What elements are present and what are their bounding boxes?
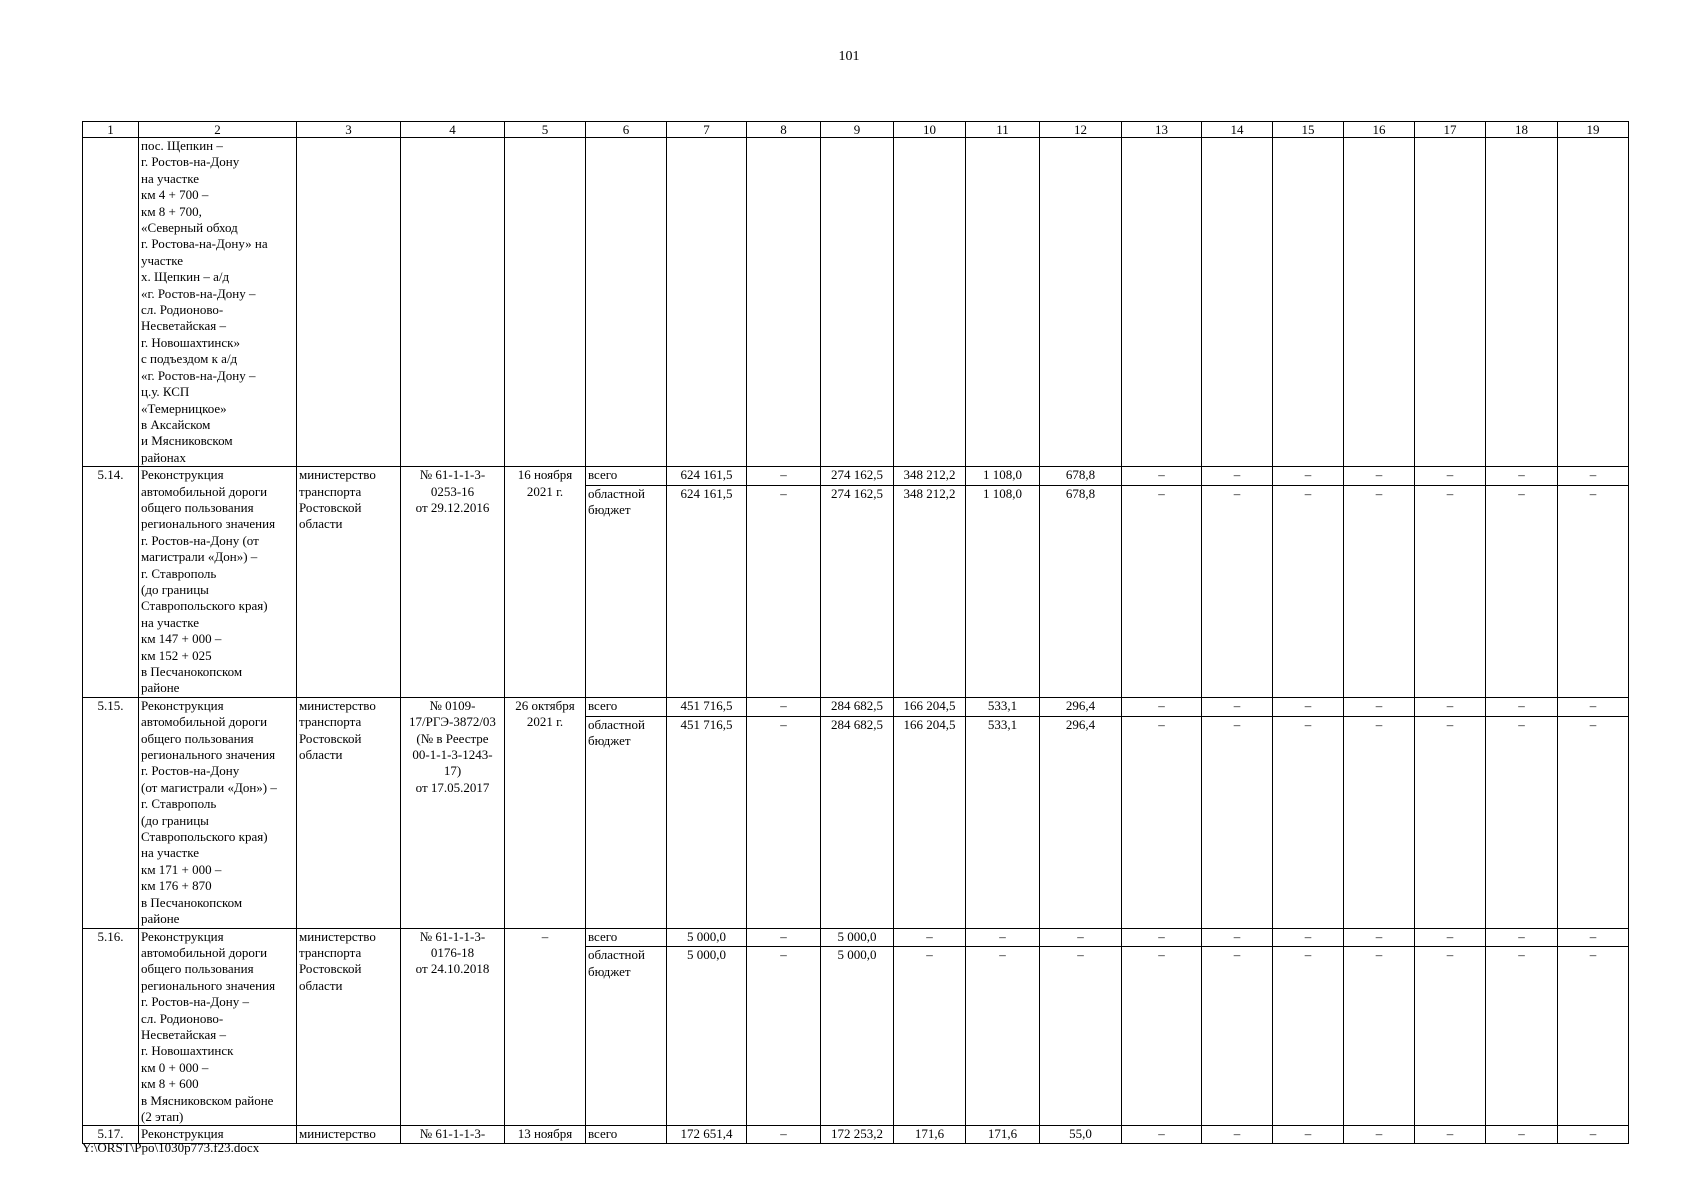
value-cell: – [1202,716,1273,928]
value-cell: – [966,947,1040,1126]
value-cell: 1 108,0 [966,485,1040,697]
responsible-org: министерство транспорта Ростовской области [297,697,401,928]
value-cell: – [1415,485,1486,697]
empty-cell [1273,138,1344,467]
value-cell: – [1486,928,1558,947]
value-cell: 5 000,0 [667,947,747,1126]
value-cell: – [1344,467,1415,486]
responsible-org: министерство транспорта Ростовской области [297,467,401,698]
empty-cell [297,138,401,467]
value-cell: – [747,1126,821,1143]
value-cell: 624 161,5 [667,485,747,697]
empty-cell [586,138,667,467]
empty-cell [1122,138,1202,467]
empty-cell [1486,138,1558,467]
value-cell: 678,8 [1040,485,1122,697]
value-cell: – [1122,485,1202,697]
value-cell: – [1344,1126,1415,1143]
column-header-cell: 7 [667,122,747,138]
responsible-org: министерство транспорта Ростовской области [297,928,401,1126]
value-cell: 171,6 [966,1126,1040,1143]
value-cell: – [1202,485,1273,697]
value-cell: – [1273,716,1344,928]
empty-cell [401,138,505,467]
value-cell: 5 000,0 [667,928,747,947]
value-cell: – [894,947,966,1126]
column-header-cell: 4 [401,122,505,138]
table-row [83,1126,1629,1143]
value-cell: – [894,928,966,947]
responsible-org: министерство [297,1126,401,1143]
value-cell: 284 682,5 [821,716,894,928]
value-cell: – [1273,485,1344,697]
value-cell: 172 651,4 [667,1126,747,1143]
column-header-cell: 6 [586,122,667,138]
value-cell: – [1486,697,1558,716]
column-header-cell: 1 [83,122,139,138]
funding-source-budget: областной бюджет [586,485,667,697]
value-cell: – [1486,485,1558,697]
value-cell: 274 162,5 [821,485,894,697]
empty-cell [966,138,1040,467]
value-cell: – [1558,1126,1629,1143]
value-cell: 348 212,2 [894,467,966,486]
column-number-header [83,122,1629,138]
value-cell: – [1040,928,1122,947]
column-header-cell: 2 [139,122,297,138]
value-cell: – [1558,697,1629,716]
value-cell: – [1122,697,1202,716]
empty-cell [667,138,747,467]
column-header-cell: 8 [747,122,821,138]
value-cell: – [1344,697,1415,716]
funding-source-total: всего [586,928,667,947]
empty-cell [821,138,894,467]
value-cell: – [747,716,821,928]
column-header-cell: 17 [1415,122,1486,138]
page-number: 101 [838,49,860,64]
table-row [83,928,1629,947]
value-cell: 166 204,5 [894,716,966,928]
column-header-cell: 18 [1486,122,1558,138]
value-cell: – [1558,947,1629,1126]
funding-source-budget: областной бюджет [586,716,667,928]
continuation-text: пос. Щепкин – г. Ростов-на-Дону на участке км 4 + 700 – км 8 + 700, «Северный обход г. Ростова-на-Дону» на участке х. Щепкин – а/д «г. Ростов-на-Дону – сл. Родионово- Несветайская – г. Новошахтинск» с подъездом к а/д «г. Ростов-на-Дону – ц.у. КСП «Темерницкое» в Аксайском и Мясниковском районах [139,138,297,467]
funding-source-total: всего [586,1126,667,1143]
value-cell: 55,0 [1040,1126,1122,1143]
column-header-cell: 10 [894,122,966,138]
expertise-document: № 61-1-1-3- [401,1126,505,1143]
column-header-cell: 9 [821,122,894,138]
value-cell: – [747,697,821,716]
value-cell: 274 162,5 [821,467,894,486]
financing-table [82,121,1629,1144]
value-cell: – [1344,485,1415,697]
object-name: Реконструкция автомобильной дороги общего пользования регионального значения г. Ростов-на-Дону – сл. Родионово- Несветайская – г. Новошахтинск км 0 + 000 – км 8 + 600 в Мясниковском районе (2 этап) [139,928,297,1126]
value-cell: – [747,467,821,486]
expertise-document: № 0109- 17/РГЭ-3872/03 (№ в Реестре 00-1-1-3-1243- 17) от 17.05.2017 [401,697,505,928]
row-number: 5.14. [83,467,139,698]
funding-source-total: всего [586,697,667,716]
value-cell: – [1344,947,1415,1126]
row-number: 5.17. [83,1126,139,1143]
column-header-cell: 5 [505,122,586,138]
value-cell: – [1273,1126,1344,1143]
value-cell: 1 108,0 [966,467,1040,486]
row-number: 5.16. [83,928,139,1126]
value-cell: 451 716,5 [667,716,747,928]
value-cell: – [1273,697,1344,716]
value-cell: – [1344,928,1415,947]
object-name: Реконструкция автомобильной дороги общего пользования регионального значения г. Ростов-на-Дону (от магистрали «Дон») – г. Ставрополь (до границы Ставропольского края) на участке км 147 + 000 – км 152 + 025 в Песчанокопском районе [139,467,297,698]
value-cell: 678,8 [1040,467,1122,486]
file-path-footer: Y:\ORST\Ppo\1030p773.f23.docx [82,1140,260,1155]
value-cell: – [1122,716,1202,928]
value-cell: 533,1 [966,697,1040,716]
value-cell: – [1415,716,1486,928]
column-header-cell: 13 [1122,122,1202,138]
object-name: Реконструкция автомобильной дороги общего пользования регионального значения г. Ростов-на-Дону (от магистрали «Дон») – г. Ставрополь (до границы Ставропольского края) на участке км 171 + 000 – км 176 + 870 в Песчанокопском районе [139,697,297,928]
value-cell: – [1122,947,1202,1126]
value-cell: 166 204,5 [894,697,966,716]
completion-date: 16 ноября 2021 г. [505,467,586,698]
funding-source-budget: областной бюджет [586,947,667,1126]
table-row [83,697,1629,716]
value-cell: – [1122,1126,1202,1143]
value-cell: 348 212,2 [894,485,966,697]
value-cell: – [966,928,1040,947]
empty-cell [1415,138,1486,467]
completion-date: 26 октября 2021 г. [505,697,586,928]
value-cell: – [1415,947,1486,1126]
value-cell: – [1558,485,1629,697]
value-cell: – [1558,467,1629,486]
empty-cell [1202,138,1273,467]
continuation-row [83,138,1629,467]
value-cell: – [1415,467,1486,486]
value-cell: – [1122,467,1202,486]
expertise-document: № 61-1-1-3- 0176-18 от 24.10.2018 [401,928,505,1126]
value-cell: – [747,947,821,1126]
value-cell: 296,4 [1040,716,1122,928]
value-cell: 284 682,5 [821,697,894,716]
column-header-cell: 11 [966,122,1040,138]
column-header-cell: 15 [1273,122,1344,138]
empty-cell [505,138,586,467]
expertise-document: № 61-1-1-3- 0253-16 от 29.12.2016 [401,467,505,698]
value-cell: – [1344,716,1415,928]
value-cell: – [747,485,821,697]
value-cell: – [1273,947,1344,1126]
value-cell: – [1202,928,1273,947]
empty-cell [747,138,821,467]
column-header-cell: 16 [1344,122,1415,138]
column-header-cell: 19 [1558,122,1629,138]
value-cell: 533,1 [966,716,1040,928]
value-cell: – [1486,947,1558,1126]
value-cell: – [1486,467,1558,486]
table-row [83,467,1629,486]
value-cell: – [1273,928,1344,947]
value-cell: 451 716,5 [667,697,747,716]
funding-source-total: всего [586,467,667,486]
value-cell: – [1202,467,1273,486]
value-cell: – [1415,1126,1486,1143]
value-cell: – [1415,697,1486,716]
value-cell: – [1415,928,1486,947]
value-cell: 296,4 [1040,697,1122,716]
empty-cell [894,138,966,467]
value-cell: – [1486,1126,1558,1143]
completion-date: – [505,928,586,1126]
completion-date: 13 ноября [505,1126,586,1143]
value-cell: – [1486,716,1558,928]
column-header-cell: 3 [297,122,401,138]
row-number: 5.15. [83,697,139,928]
value-cell: – [1558,928,1629,947]
value-cell: – [1040,947,1122,1126]
value-cell: – [1122,928,1202,947]
empty-cell [83,138,139,467]
value-cell: 5 000,0 [821,928,894,947]
value-cell: – [1202,947,1273,1126]
column-header-cell: 14 [1202,122,1273,138]
value-cell: – [1202,697,1273,716]
empty-cell [1558,138,1629,467]
empty-cell [1040,138,1122,467]
value-cell: 172 253,2 [821,1126,894,1143]
value-cell: – [1273,467,1344,486]
empty-cell [1344,138,1415,467]
value-cell: 624 161,5 [667,467,747,486]
value-cell: 5 000,0 [821,947,894,1126]
value-cell: 171,6 [894,1126,966,1143]
object-name: Реконструкция [139,1126,297,1143]
value-cell: – [747,928,821,947]
value-cell: – [1558,716,1629,928]
value-cell: – [1202,1126,1273,1143]
column-header-cell: 12 [1040,122,1122,138]
